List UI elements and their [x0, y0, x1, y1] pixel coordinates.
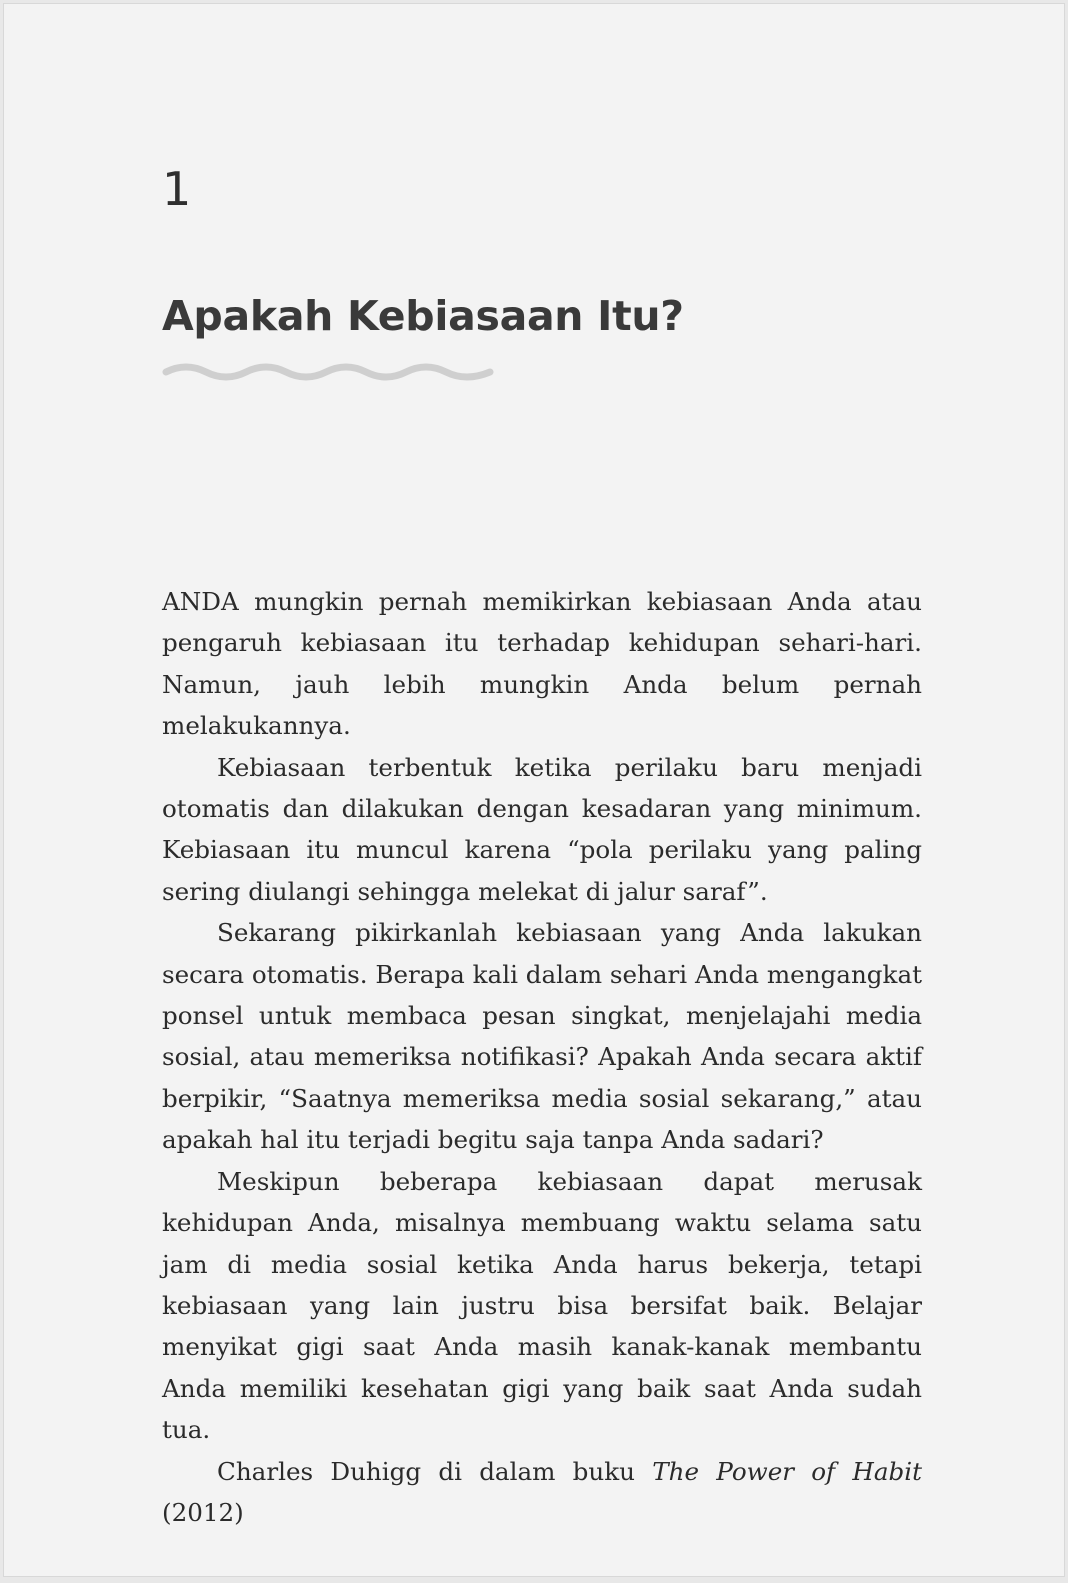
chapter-body: [162, 581, 922, 1533]
paragraph-5: [162, 1451, 922, 1534]
chapter-title: Apakah Kebiasaan Itu?: [162, 292, 684, 340]
wave-divider-icon: [160, 360, 496, 386]
paragraph-5-year: (2012): [162, 1497, 244, 1527]
paragraph-5-lead: Charles Duhigg di dalam buku: [217, 1456, 653, 1486]
book-title: The Power of Habit: [652, 1456, 922, 1486]
paragraph-4: Meskipun beberapa kebiasaan dapat merusak kehidupan Anda, misalnya membuang waktu selama satu jam di media sosial ketika Anda harus bekerja, tetapi kebiasaan yang lain justru bisa bersifat baik. Belajar menyikat gigi saat Anda masih kanak-kanak membantu Anda memiliki kesehatan gigi yang baik saat Anda sudah tua.: [162, 1166, 922, 1445]
paragraph-2: Kebiasaan terbentuk ketika perilaku baru menjadi otomatis dan dilakukan dengan kesadaran yang minimum. Kebiasaan itu muncul karena “pola perilaku yang paling sering diulangi sehingga melekat di jalur saraf”.: [162, 752, 922, 906]
book-page: [3, 3, 1065, 1577]
paragraph-1: ANDA mungkin pernah memikirkan kebiasaan Anda atau pengaruh kebiasaan itu terhadap kehidupan sehari-hari. Namun, jauh lebih mungkin Anda belum pernah melakukannya.: [162, 587, 922, 741]
chapter-number: 1: [162, 162, 192, 216]
paragraph-3: Sekarang pikirkanlah kebiasaan yang Anda lakukan secara otomatis. Berapa kali dalam sehari Anda mengangkat ponsel untuk membaca pesan singkat, menjelajahi media sosial, atau memeriksa notifikasi? Apakah Anda secara aktif berpikir, “Saatnya memeriksa media sosial sekarang,” atau apakah hal itu terjadi begitu saja tanpa Anda sadari?: [162, 918, 922, 1155]
